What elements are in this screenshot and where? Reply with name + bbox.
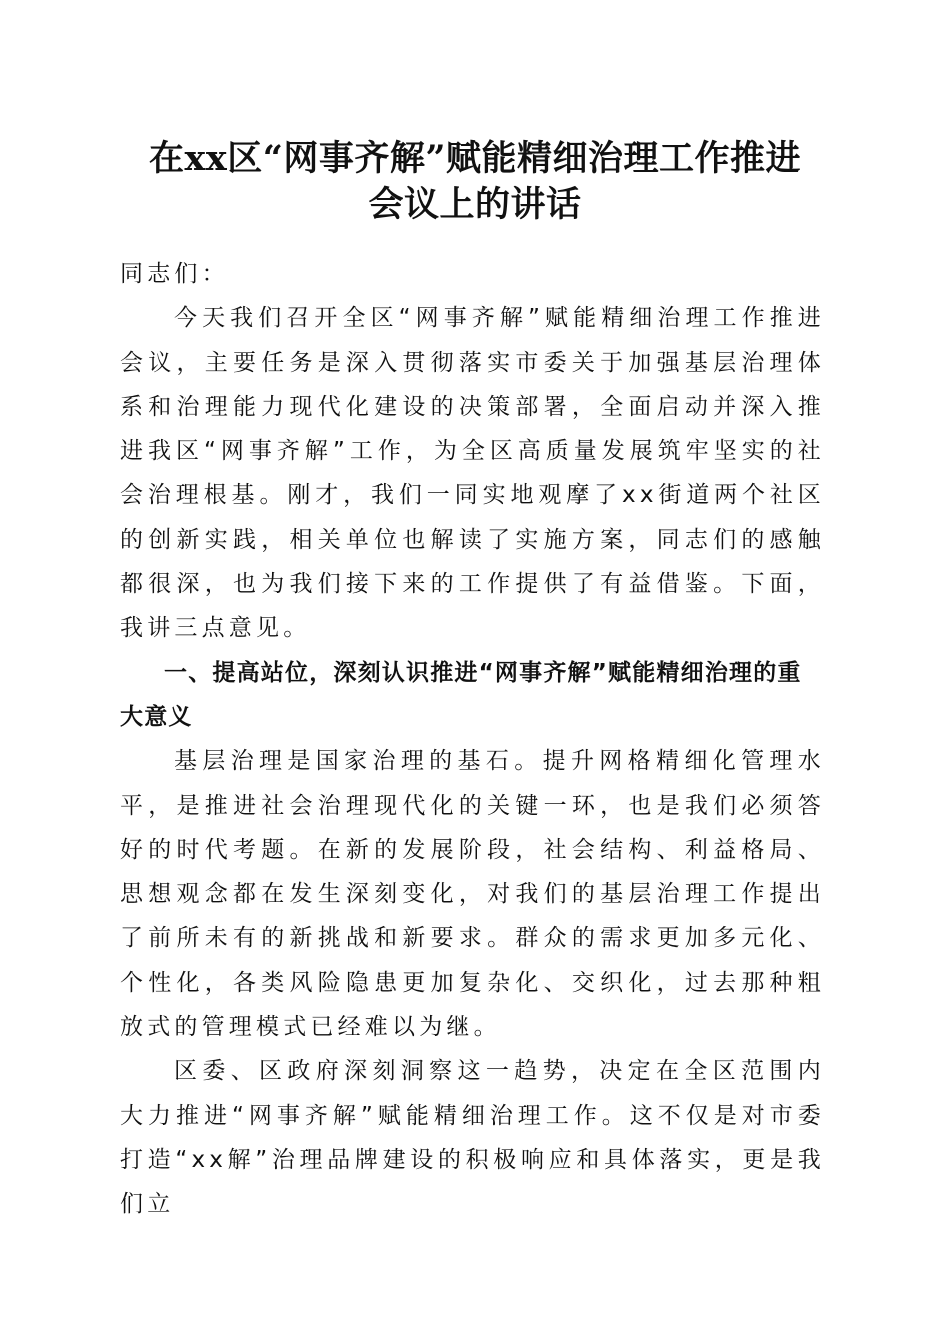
section-1-paragraph-1: 基层治理是国家治理的基石。提升网格精细化管理水平，是推进社会治理现代化的关键一环，也是我们必须答好的时代考题。在新的发展阶段，社会结构、利益格局、思想观念都在发生深刻变化，对我们的基层治理工作提出了前所未有的新挑战和新要求。群众的需求更加多元化、个性化，各类风险隐患更加复杂化、交织化，过去那种粗放式的管理模式已经难以为继。 bbox=[120, 748, 825, 1041]
section-1-heading: 一、提高站位，深刻认识推进“网事齐解”赋能精细治理的重大意义 bbox=[120, 659, 802, 730]
section-1-paragraph-2: 区委、区政府深刻洞察这一趋势，决定在全区范围内大力推进“网事齐解”赋能精细治理工作。这不仅是对市委打造“xx解”治理品牌建设的积极响应和具体落实，更是我们立 bbox=[120, 1058, 825, 1218]
title-line-1: 在xx区“网事齐解”赋能精细治理工作推进 bbox=[149, 138, 801, 179]
intro-paragraph: 今天我们召开全区“网事齐解”赋能精细治理工作推进会议，主要任务是深入贯彻落实市委关于加强基层治理体系和治理能力现代化建设的决策部署，全面启动并深入推进我区“网事齐解”工作，为全区高质量发展筑牢坚实的社会治理根基。刚才，我们一同实地观摩了xx街道两个社区的创新实践，相关单位也解读了实施方案，同志们的感触都很深，也为我们接下来的工作提供了有益借鉴。下面，我讲三点意见。 bbox=[120, 305, 825, 642]
salutation: 同志们： bbox=[120, 261, 229, 287]
title-line-2: 会议上的讲话 bbox=[368, 184, 582, 225]
document-body bbox=[120, 252, 825, 1227]
document-title bbox=[110, 136, 840, 228]
